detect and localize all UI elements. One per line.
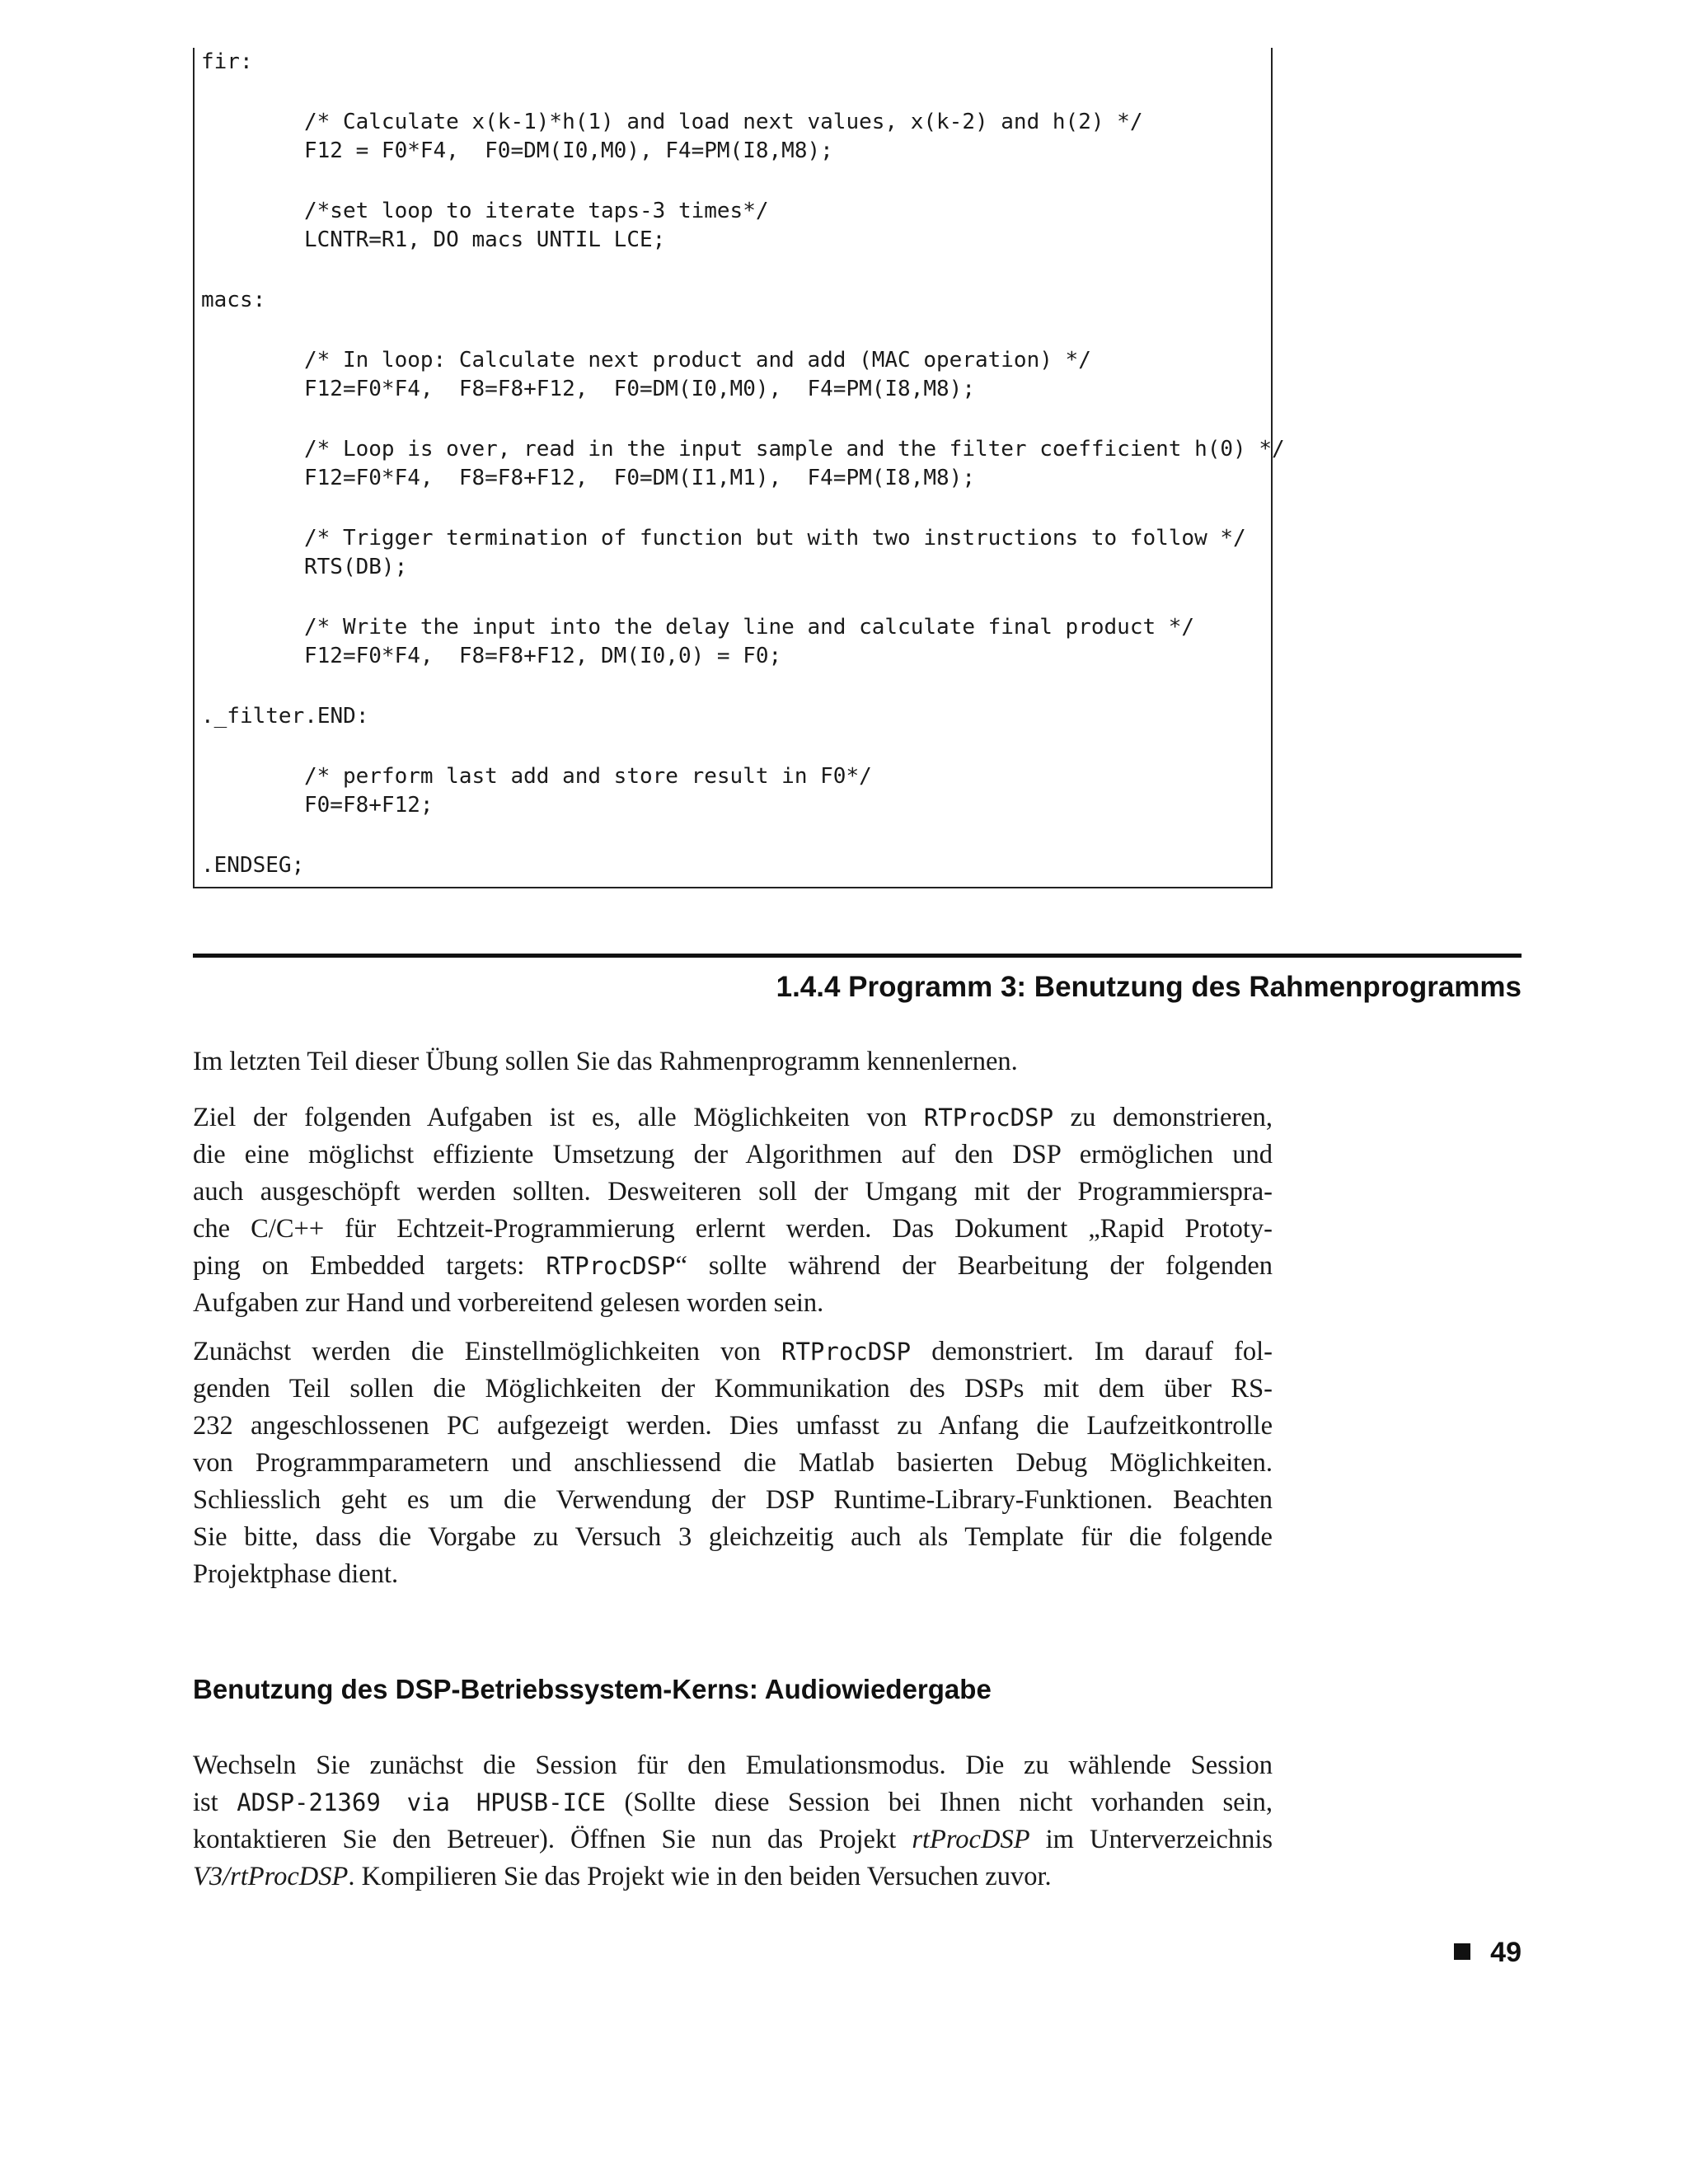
paragraph-line: Sie bitte, dass die Vorgabe zu Versuch 3 gleichzeitig auch als Template für die folgende	[193, 1522, 1273, 1552]
italic-text: rtProcDSP	[912, 1825, 1030, 1854]
code-label-fir: fir:	[201, 49, 253, 74]
paragraph-line: Schliesslich geht es um die Verwendung der DSP Runtime-Library-Funktionen. Beachten	[193, 1485, 1273, 1515]
paragraph-line: Im letzten Teil dieser Übung sollen Sie das Rahmenprogramm kennenlernen.	[193, 1047, 1018, 1076]
paragraph-line	[193, 1333, 1273, 1371]
code-comment: /* In loop: Calculate next product and add (MAC operation) */	[304, 348, 1091, 373]
text-run: zu demonstrieren,	[1053, 1103, 1273, 1132]
subsection-heading: Benutzung des DSP-Betriebssystem-Kerns: Audiowiedergabe	[193, 1674, 992, 1704]
code-label-macs: macs:	[201, 288, 266, 312]
code-statement: RTS(DB);	[304, 555, 408, 579]
text-run: ping on Embedded targets:	[193, 1251, 546, 1281]
text-run: im Unterverzeichnis	[1029, 1825, 1273, 1854]
paragraph-line	[193, 1099, 1273, 1137]
paragraph-goals	[193, 1099, 1273, 1322]
paragraph-overview	[193, 1333, 1273, 1593]
paragraph-line	[193, 1858, 1273, 1896]
paragraph-line	[193, 1821, 1273, 1858]
paragraph-intro	[193, 1043, 1273, 1080]
paragraph-line: von Programmparametern und anschliessend die Matlab basierten Debug Möglichkeiten.	[193, 1448, 1273, 1478]
text-run: . Kompilieren Sie das Projekt wie in den beiden Versuchen zuvor.	[348, 1862, 1052, 1891]
paragraph-session	[193, 1747, 1273, 1896]
code-comment: /* Loop is over, read in the input sample and the filter coefficient h(0) */	[304, 437, 1285, 462]
section-rule	[193, 954, 1522, 958]
text-run: Ziel der folgenden Aufgaben ist es, alle Möglichkeiten von	[193, 1103, 924, 1132]
code-comment: /* perform last add and store result in F0*/	[304, 764, 872, 789]
code-label-filter-end: ._filter.END:	[201, 704, 369, 729]
square-bullet-icon	[1454, 1943, 1470, 1960]
paragraph-line: Aufgaben zur Hand und vorbereitend gelesen worden sein.	[193, 1288, 824, 1318]
code-comment: /* Calculate x(k-1)*h(1) and load next values, x(k-2) and h(2) */	[304, 110, 1143, 134]
text-run: ist	[193, 1788, 237, 1817]
code-statement: F12=F0*F4, F8=F8+F12, F0=DM(I1,M1), F4=PM(I8,M8);	[304, 466, 975, 490]
paragraph-line: che C/C++ für Echtzeit-Programmierung erlernt werden. Das Dokument „Rapid Prototy-	[193, 1214, 1273, 1244]
code-comment: /* Write the input into the delay line and calculate final product */	[304, 615, 1195, 640]
inline-code: ADSP-21369 via HPUSB-ICE	[237, 1788, 606, 1816]
paragraph-line: Wechseln Sie zunächst die Session für den Emulationsmodus. Die zu wählende Session	[193, 1750, 1273, 1780]
code-label-endseg: .ENDSEG;	[201, 853, 305, 878]
text-run: “ sollte während der Bearbeitung der folgenden	[675, 1251, 1273, 1281]
code-comment: /* Trigger termination of function but with two instructions to follow */	[304, 526, 1246, 551]
section-heading: 1.4.4 Programm 3: Benutzung des Rahmenprogramms	[776, 971, 1522, 1003]
page-number: 49	[1490, 1937, 1522, 1968]
italic-text: V3/rtProcDSP	[193, 1862, 349, 1891]
inline-code: RTProcDSP	[781, 1338, 912, 1366]
paragraph-line: Projektphase dient.	[193, 1559, 399, 1589]
code-statement: LCNTR=R1, DO macs UNTIL LCE;	[304, 227, 666, 252]
paragraph-line	[193, 1248, 1273, 1285]
paragraph-line: 232 angeschlossenen PC aufgezeigt werden. Dies umfasst zu Anfang die Laufzeitkontrolle	[193, 1411, 1273, 1441]
paragraph-line: auch ausgeschöpft werden sollten. Desweiteren soll der Umgang mit der Programmierspra-	[193, 1177, 1273, 1207]
text-run: demonstriert. Im darauf fol-	[911, 1337, 1273, 1366]
code-statement: F12=F0*F4, F8=F8+F12, F0=DM(I0,M0), F4=PM(I8,M8);	[304, 377, 975, 401]
text-run: Zunächst werden die Einstellmöglichkeiten von	[193, 1337, 781, 1366]
code-statement: F12 = F0*F4, F0=DM(I0,M0), F4=PM(I8,M8);	[304, 138, 833, 163]
text-run: kontaktieren Sie den Betreuer). Öffnen Sie nun das Projekt	[193, 1825, 912, 1854]
page-footer	[1454, 1936, 1522, 1969]
inline-code: RTProcDSP	[923, 1104, 1054, 1132]
text-run: (Sollte diese Session bei Ihnen nicht vorhanden sein,	[605, 1788, 1273, 1817]
inline-code: RTProcDSP	[546, 1252, 676, 1280]
paragraph-line	[193, 1784, 1273, 1821]
code-comment: /*set loop to iterate taps-3 times*/	[304, 199, 769, 223]
code-statement: F12=F0*F4, F8=F8+F12, DM(I0,0) = F0;	[304, 644, 782, 668]
paragraph-line: die eine möglichst effiziente Umsetzung der Algorithmen auf den DSP ermöglichen und	[193, 1140, 1273, 1169]
code-statement: F0=F8+F12;	[304, 793, 434, 818]
paragraph-line: genden Teil sollen die Möglichkeiten der Kommunikation des DSPs mit dem über RS-	[193, 1374, 1273, 1404]
